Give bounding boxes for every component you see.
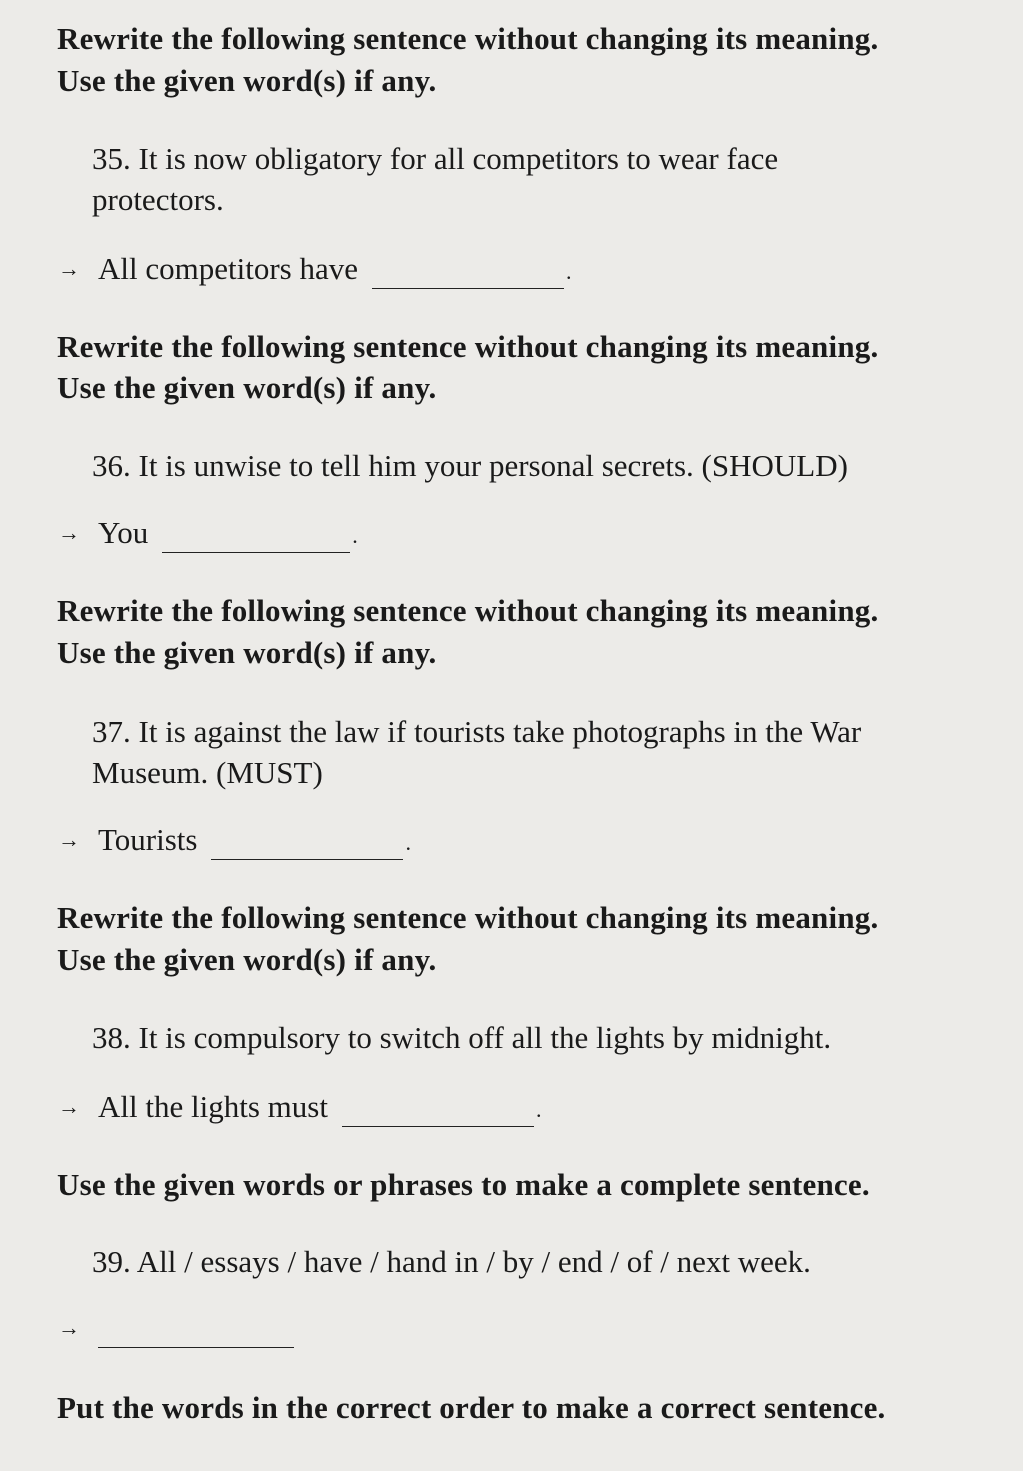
arrow-icon: → <box>58 827 80 852</box>
question-35-line2: protectors. <box>92 182 224 217</box>
question-39-line1: 39. All / essays / have / hand in / by / end / of / next week. <box>92 1244 811 1279</box>
instruction-subheading: Use the given word(s) if any. <box>57 635 437 670</box>
answer-38-blank[interactable] <box>342 1098 534 1127</box>
instruction-subheading: Use the given word(s) if any. <box>57 370 437 405</box>
answer-36-period: . <box>352 523 358 548</box>
answer-35-start: All competitors have <box>98 251 358 286</box>
answer-35-blank[interactable] <box>372 260 564 289</box>
answer-36-blank[interactable] <box>162 524 350 553</box>
instruction-heading: Put the words in the correct order to make a correct sentence. <box>57 1390 886 1425</box>
question-37-line2: Museum. (MUST) <box>92 755 323 790</box>
answer-37-start: Tourists <box>98 822 198 857</box>
answer-36 <box>58 512 358 557</box>
answer-39-blank[interactable] <box>98 1319 294 1348</box>
arrow-icon: → <box>58 1094 80 1119</box>
answer-35-period: . <box>566 259 572 284</box>
answer-37-period: . <box>405 830 411 855</box>
question-35-line1: 35. It is now obligatory for all competitors to wear face <box>92 141 779 176</box>
answer-35 <box>58 248 572 293</box>
question-38-line1: 38. It is compulsory to switch off all the lights by midnight. <box>92 1020 832 1055</box>
arrow-icon: → <box>58 1315 80 1340</box>
instruction-heading: Use the given words or phrases to make a complete sentence. <box>57 1167 870 1202</box>
answer-38-start: All the lights must <box>98 1089 328 1124</box>
question-36-line1: 36. It is unwise to tell him your personal secrets. (SHOULD) <box>92 448 848 483</box>
answer-38-period: . <box>535 1097 542 1122</box>
answer-37-blank[interactable] <box>211 831 403 860</box>
instruction-heading: Rewrite the following sentence without changing its meaning. <box>57 900 879 935</box>
page-bottom-edge <box>0 1447 1023 1471</box>
instruction-subheading: Use the given word(s) if any. <box>57 63 437 98</box>
instruction-subheading: Use the given word(s) if any. <box>57 942 437 977</box>
answer-37 <box>58 819 411 864</box>
arrow-icon: → <box>58 256 80 281</box>
question-37-line1: 37. It is against the law if tourists take photographs in the War <box>92 714 862 749</box>
arrow-icon: → <box>58 520 80 545</box>
answer-36-start: You <box>98 515 149 550</box>
answer-38 <box>58 1086 541 1131</box>
answer-39 <box>58 1309 294 1352</box>
instruction-heading: Rewrite the following sentence without changing its meaning. <box>57 21 879 56</box>
instruction-heading: Rewrite the following sentence without changing its meaning. <box>57 593 879 628</box>
instruction-heading: Rewrite the following sentence without changing its meaning. <box>57 329 879 364</box>
